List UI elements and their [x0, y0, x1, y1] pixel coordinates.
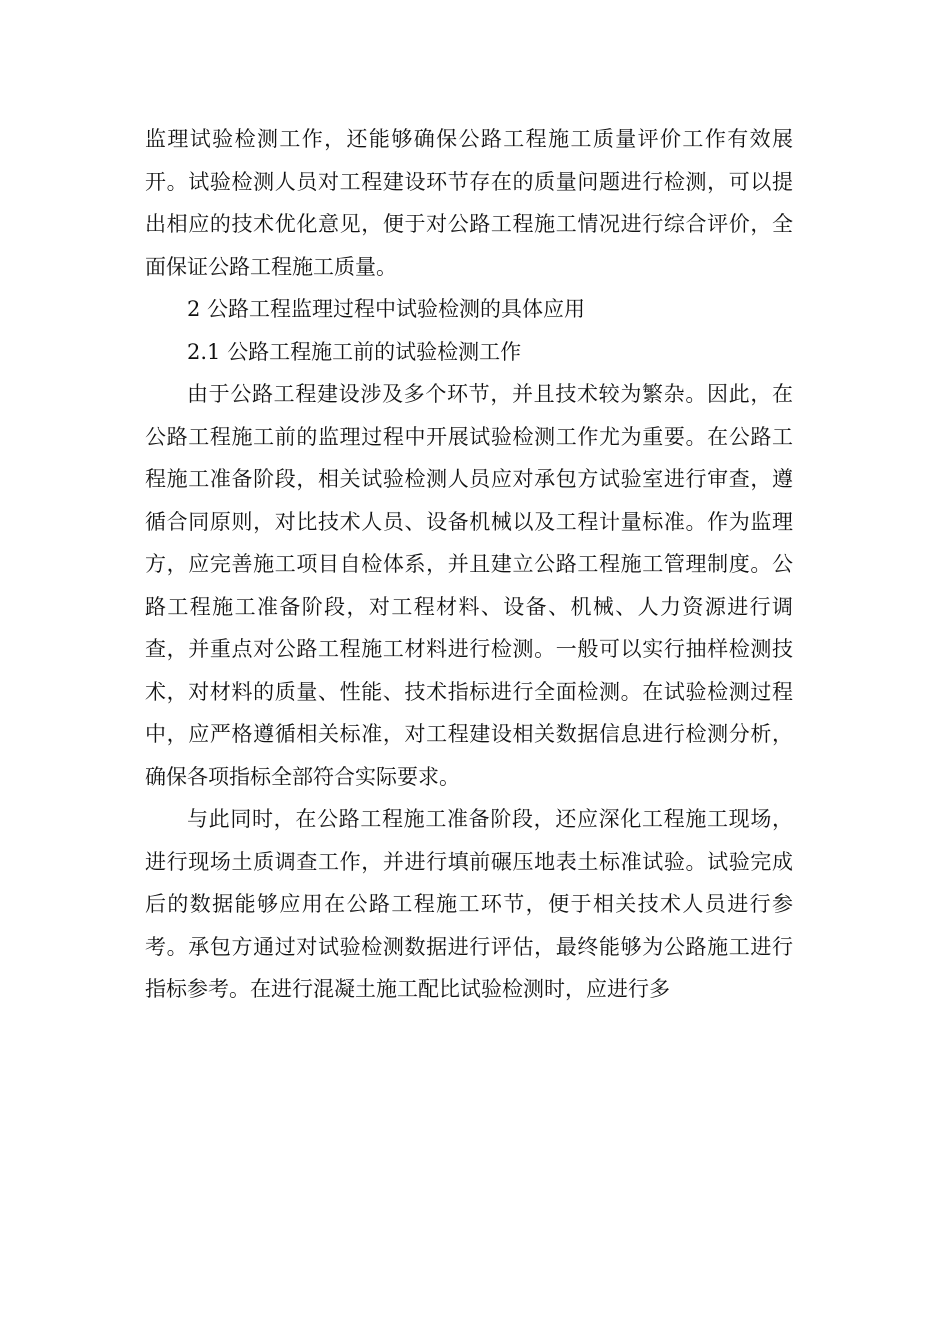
section-heading-2-1: 2.1 公路工程施工前的试验检测工作	[187, 339, 522, 364]
document-body	[145, 118, 793, 1011]
section-heading-2: 2 公路工程监理过程中试验检测的具体应用	[187, 297, 586, 321]
body-paragraph-preconstruction-testing: 由于公路工程建设涉及多个环节，并且技术较为繁杂。因此，在公路工程施工前的监理过程中开展试验检测工作尤为重要。在公路工程施工准备阶段，相关试验检测人员应对承包方试验室进行审查，遵循合同原则，对比技术人员、设备机械以及工程计量标准。作为监理方，应完善施工项目自检体系，并且建立公路工程施工管理制度。公路工程施工准备阶段，对工程材料、设备、机械、人力资源进行调查，并重点对公路工程施工材料进行检测。一般可以实行抽样检测技术，对材料的质量、性能、技术指标进行全面检测。在试验检测过程中，应严格遵循相关标准，对工程建设相关数据信息进行检测分析，确保各项指标全部符合实际要求。	[145, 382, 793, 789]
body-paragraph-continued: 监理试验检测工作，还能够确保公路工程施工质量评价工作有效展开。试验检测人员对工程建设环节存在的质量问题进行检测，可以提出相应的技术优化意见，便于对公路工程施工情况进行综合评价，全面保证公路工程施工质量。	[145, 127, 793, 279]
body-paragraph-site-investigation: 与此同时，在公路工程施工准备阶段，还应深化工程施工现场，进行现场土质调查工作，并进行填前碾压地表土标准试验。试验完成后的数据能够应用在公路工程施工环节，便于相关技术人员进行参考。承包方通过对试验检测数据进行评估，最终能够为公路施工进行指标参考。在进行混凝土施工配比试验检测时，应进行多	[145, 807, 793, 1001]
